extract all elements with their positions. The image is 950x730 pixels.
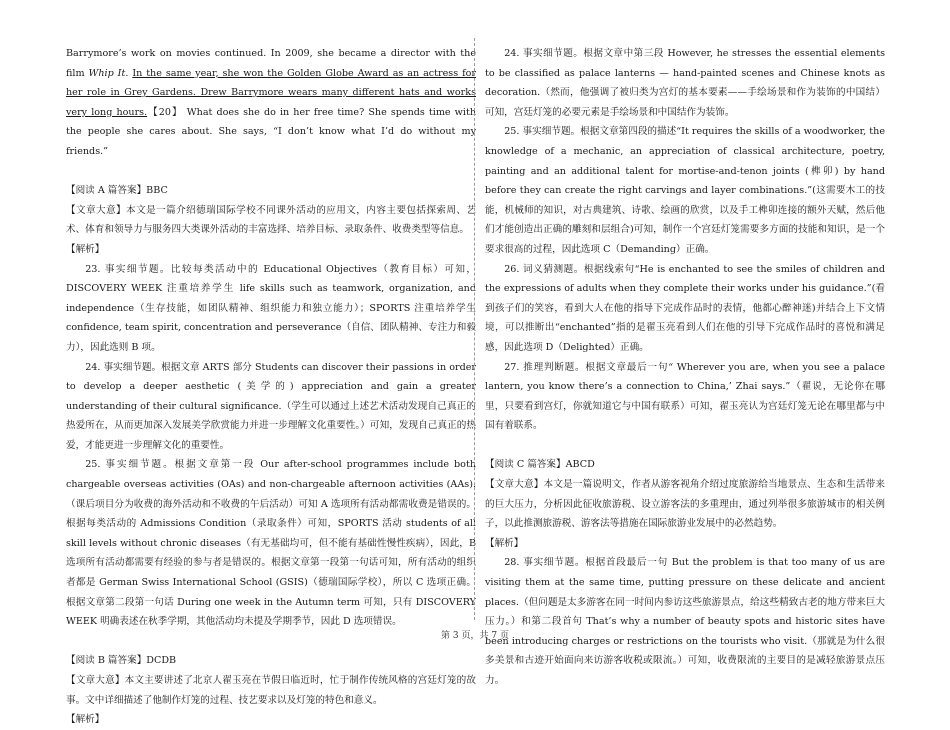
section-c-title: 【阅读 C 篇答案】ABCD	[485, 459, 595, 471]
film-title: Whip It	[88, 67, 126, 79]
answer-25: 25. 事实细节题。根据文章第一段 Our after-school programmes include both chargeable overseas activities (OAs) and non-chargeable afternoon activities (AAs).（课后项目分为收费的海外活动和不收费的午后活动）可知 A 选项所有活动都需收费是错误的。根据每类活动的 Admissions Condition（录取条件）可知，SPORTS 活动 students of all skill levels without chronic diseases（有无基础均可，但不能有基础性慢性疾病），因此，B 选项所有活动都需要有经验的参与者是错误的。根据文章第一段第一句话可知，所有活动的组织者都是 German Swiss International School (GSIS)（德瑞国际学校），所以 C 选项正确。根据文章第二段第一句话 During one week in the Autumn term 可知，只有 DISCOVERY WEEK 明确表述在秋季学期，其他活动均未提及学期季节，因此 D 选项错误。	[66, 459, 476, 628]
left-column	[66, 44, 476, 730]
text-run: .	[125, 67, 133, 79]
section-c-analysis-label: 【解析】	[485, 537, 524, 549]
underlined-sentence: In the same year, she won the Golden Globe Award as an actress for her role in Grey Gardens. Drew Barrymore wears many different hats and works very long hours.	[66, 67, 476, 118]
column-divider	[474, 38, 475, 620]
story-ending-paragraph	[66, 44, 476, 162]
page-number-footer: 第 3 页，共 7 页	[441, 631, 509, 641]
right-column	[485, 44, 885, 691]
section-b-summary: 【文章大意】本文主要讲述了北京人翟玉亮在节假日临近时，忙于制作传统风格的宫廷灯笼的故事。文中详细描述了他制作灯笼的过程、技艺要求以及灯笼的特色和意义。	[66, 675, 476, 706]
answer-b-26: 26. 词义猜测题。根据线索句“He is enchanted to see the smiles of children and the expressions of adults when they complete their works under his guidance.”(看到孩子们的笑容，看到大人在他的指导下完成作品时的表情，他都心醉神迷)并结合上下文情境，可以推断出“enchanted”指的是翟玉亮看到人们在他的引导下完成作品时的喜悦和满足感，因此选项 D（Delighted）正确。	[485, 263, 885, 353]
answer-24: 24. 事实细节题。根据文章 ARTS 部分 Students can discover their passions in order to develop a deeper aesthetic (美学的) appreciation and gain a greater understanding of their cultural significance.（学生可以通过上述艺术活动发现自己真正的热爱所在，从而更加深入发展美学欣赏能力并进一步理解文化重要性。）可知，发现自己真正的热爱，才能更进一步理解文化的重要性。	[66, 361, 476, 451]
text-run: What does she do in her free time? She spends time with the people she cares about. She says, “I don’t know what I’d do without my friends.”	[66, 106, 476, 157]
section-a-title: 【阅读 A 篇答案】BBC	[66, 185, 168, 197]
answer-23: 23. 事实细节题。比较每类活动中的 Educational Objectives（教育目标）可知，DISCOVERY WEEK 注重培养学生 life skills such as teamwork, organization, and independence（生存技能，如团队精神、组织能力和独立能力）；SPORTS 注重培养学生 confidence, team spirit, concentration and perseverance（自信、团队精神、专注力和毅力），因此选则 B 项。	[66, 263, 476, 353]
text-run: Barrymore’s work on movies continued. In 2009, she became a director with the film	[66, 48, 476, 79]
blank-marker: 【20】	[147, 106, 183, 118]
section-b-title: 【阅读 B 篇答案】DCDB	[66, 655, 177, 667]
section-c-summary: 【文章大意】本文是一篇说明文，作者从游客视角介绍过度旅游给当地景点、生态和生活带来的巨大压力，分析因此征收旅游税、设立游客法的多重理由，通过列举很多旅游城市的相关例子，以此推测旅游税、游客法等措施在国际旅游业发展中的必然趋势。	[485, 479, 885, 530]
section-a-analysis-label: 【解析】	[66, 243, 105, 255]
section-a-summary: 【文章大意】本文是一篇介绍德瑞国际学校不同课外活动的应用文，内容主要包括探索周、艺术、体育和领导力与服务四大类课外活动的丰富选择、培养目标、录取条件、收费类型等信息。	[66, 204, 476, 236]
answer-b-27: 27. 推理判断题。根据文章最后一句“ Wherever you are, when you see a palace lantern, you know there’s a connection to China,’ Zhai says.”（翟说，无论你在哪里，只要看到宫灯，你就知道它与中国有联系）可知，翟玉亮认为宫廷灯笼无论在哪里都与中国有着联系。	[485, 361, 885, 432]
answer-b-25: 25. 事实细节题。根据文章第四段的描述“It requires the skills of a woodworker, the knowledge of a mechanic, an appreciation of classical architecture, poetry, painting and an additional talent for mortise-and-tenon joints (榫卯) by hand before they can create the right carvings and layer combinations.”(这需要木工的技能，机械师的知识，对古典建筑、诗歌、绘画的欣赏，以及手工榫卯连接的额外天赋，然后他们才能创造出正确的雕刻和层组合)可知，制作一个宫廷灯笼需要多方面的技能和知识，是一个要求很高的过程，因此选项 C（Demanding）正确。	[485, 126, 885, 255]
answer-c-28: 28. 事实细节题。根据首段最后一句 But the problem is that too many of us are visiting them at the same time, putting pressure on these delicate and ancient places.（但问题是太多游客在同一时间内参访这些旅游景点，给这些精致古老的地方带来巨大压力。）和第二段首句 That’s why a number of beauty spots and historic sites have been introducing charges or restrictions on the tourists who visit.（那就是为什么很多美景和古迹开始面向来访游客收税或限流。）可知，收费限流的主要目的是减轻旅游景点压力。	[485, 557, 885, 686]
answer-b-24: 24. 事实细节题。根据文章中第三段 However, he stresses the essential elements to be classified as palace lanterns — hand-painted scenes and Chinese knots as decoration.（然而，他强调了被归类为宫灯的基本要素——手绘场景和作为装饰的中国结）可知，宫廷灯笼的必要元素是手绘场景和中国结作为装饰。	[485, 48, 885, 118]
section-b-analysis-label: 【解析】	[66, 714, 105, 726]
